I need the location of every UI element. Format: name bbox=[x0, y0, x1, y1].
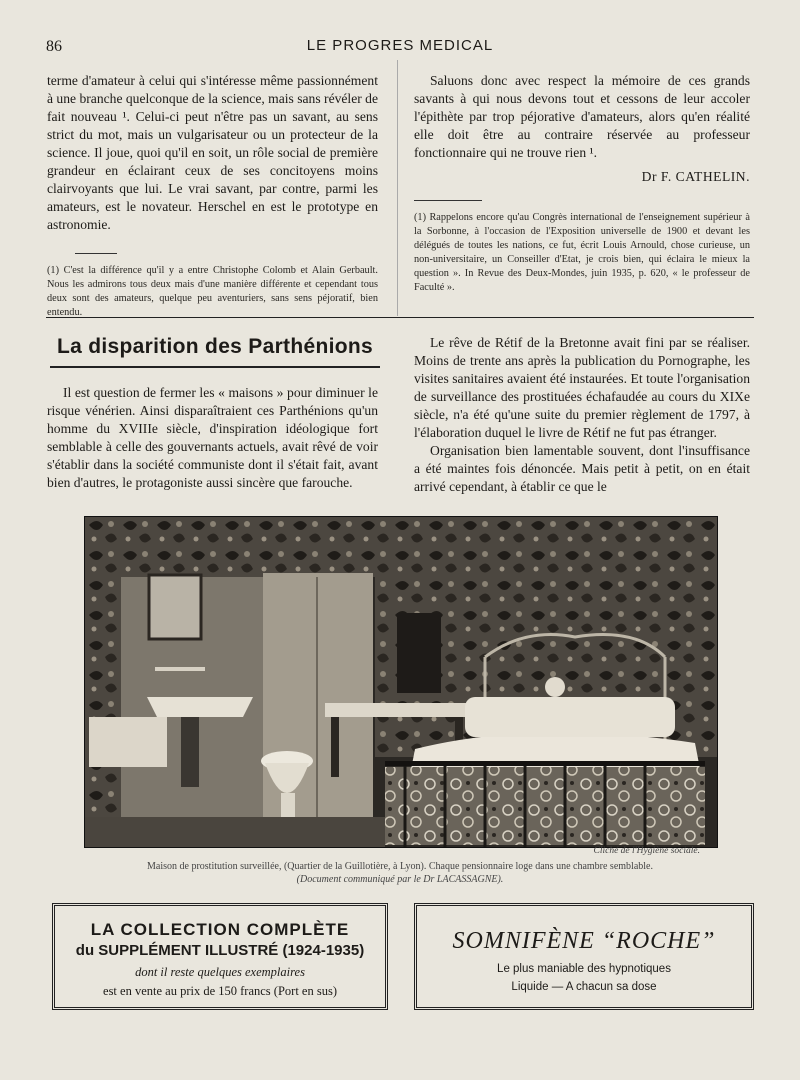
running-title: LE PROGRES MEDICAL bbox=[306, 37, 494, 54]
ad-left-line-1: LA COLLECTION COMPLÈTE bbox=[90, 920, 350, 939]
article-left-paragraph: Il est question de fermer les « maisons » pour diminuer le risque vénérien. Ainsi disparaîtraient ces Parthénions qu'un homme du XVIIIe siècle, d'inspiration idéologique fort semblable à celle des gouvernants actuels, avait rêvé de voir s'établir dans la société communiste dont il s'était fait, avant bien d'autres, le protagoniste aussi sincère que farouche. bbox=[47, 385, 378, 490]
top-left-footnote: (1) C'est la différence qu'il y a entre Christophe Colomb et Alain Gerbault. Nous les admirons tous deux mais d'une manière différente et cependant tous deux sont des amateurs, quelque peu aventuriers, sans sens péjoratif, bien entendu. bbox=[47, 265, 378, 318]
top-left-paragraph: terme d'amateur à celui qui s'intéresse même passionnément à une branche quelconque de la science, mais sans révéler de fait nouveau ¹. Celui-ci peut n'être pas un savant, au sens strict du mot, mais un vulgarisateur ou un protecteur de la science. Il joue, quoi qu'il en soit, un rôle social de première grandeur en éclairant ceux de ses concitoyens moins clairvoyants que lui. Le vrai savant, par contre, parmi les amateurs, est le novateur. Herschel en est le prototype en astronomie. bbox=[47, 73, 379, 232]
footnote-rule bbox=[75, 253, 117, 254]
ad-right-line-1: SOMNIFÈNE “ROCHE” bbox=[452, 928, 716, 954]
page-number: 86 bbox=[46, 38, 62, 55]
article-right-column bbox=[414, 334, 750, 496]
top-right-footnote: (1) Rappelons encore qu'au Congrès international de l'enseignement supérieur à la Sorbonne, à l'occasion de l'Exposition universelle de 1900 et devant les délégués de toutes les nations, ce fut, écrit Louis Arnould, chose curieuse, un non-universitaire, un Conseiller d'Etat, je crois bien, qui éclaira le mieux la question ». In Revue des Deux-Mondes, juin 1935, p. 620, « le professeur de Faculté ». bbox=[414, 212, 750, 293]
section-divider bbox=[46, 317, 754, 318]
top-right-column bbox=[414, 72, 750, 186]
somnifene-advertisement bbox=[414, 903, 754, 1010]
article-right-paragraph-1: Le rêve de Rétif de la Bretonne avait fini par se réaliser. Moins de trente ans après la publication du Pornographe, les visites sanitaires avaient été instaurées. Et toute l'organisation de surveillance des prostituées échafaudée au cours du XIXe siècle, n'a été qu'une suite du premier règlement de 1797, à l'élaboration duquel le livre de Rétif ne fut pas étranger. bbox=[414, 335, 750, 440]
article-title: La disparition des Parthénions bbox=[57, 335, 373, 358]
ad-right-line-3: Liquide — A chacun sa dose bbox=[511, 981, 657, 993]
title-underline bbox=[50, 366, 380, 368]
caption-line-2: (Document communiqué par le Dr LACASSAGNE). bbox=[296, 874, 504, 885]
photo-credit: Cliché de l'Hygiène sociale. bbox=[593, 846, 700, 856]
photo-caption bbox=[60, 860, 740, 886]
room-photograph bbox=[84, 516, 718, 848]
article-right-paragraph-2: Organisation bien lamentable souvent, dont l'insuffisance a été maintes fois dénoncée. Mais petit à petit, on en était arrivé cependant, à établir ce que le bbox=[414, 443, 750, 494]
column-divider bbox=[397, 60, 398, 316]
article-left-column bbox=[47, 384, 378, 492]
ad-left-line-2: du SUPPLÉMENT ILLUSTRÉ (1924-1935) bbox=[75, 942, 365, 959]
top-left-column bbox=[47, 72, 378, 234]
signature: Dr F. CATHELIN. bbox=[641, 169, 750, 184]
collection-advertisement bbox=[52, 903, 388, 1010]
top-right-paragraph: Saluons donc avec respect la mémoire de ces grands savants à qui nous devons tout et cessons de leur accoler l'épithète par trop péjorative d'amateurs, alors qu'en réalité elle doit être au contraire réservée au professeur fonctionnaire qui ne trouve rien ¹. bbox=[414, 73, 750, 160]
ad-right-line-2: Le plus maniable des hypnotiques bbox=[497, 963, 671, 975]
ad-left-line-4: est en vente au prix de 150 francs (Port en sus) bbox=[103, 984, 337, 998]
caption-line-1: Maison de prostitution surveillée, (Quartier de la Guillotière, à Lyon). Chaque pensionnaire loge dans une chambre semblable. bbox=[147, 861, 653, 872]
ad-left-line-3: dont il reste quelques exemplaires bbox=[135, 965, 305, 979]
footnote-rule bbox=[414, 200, 482, 201]
